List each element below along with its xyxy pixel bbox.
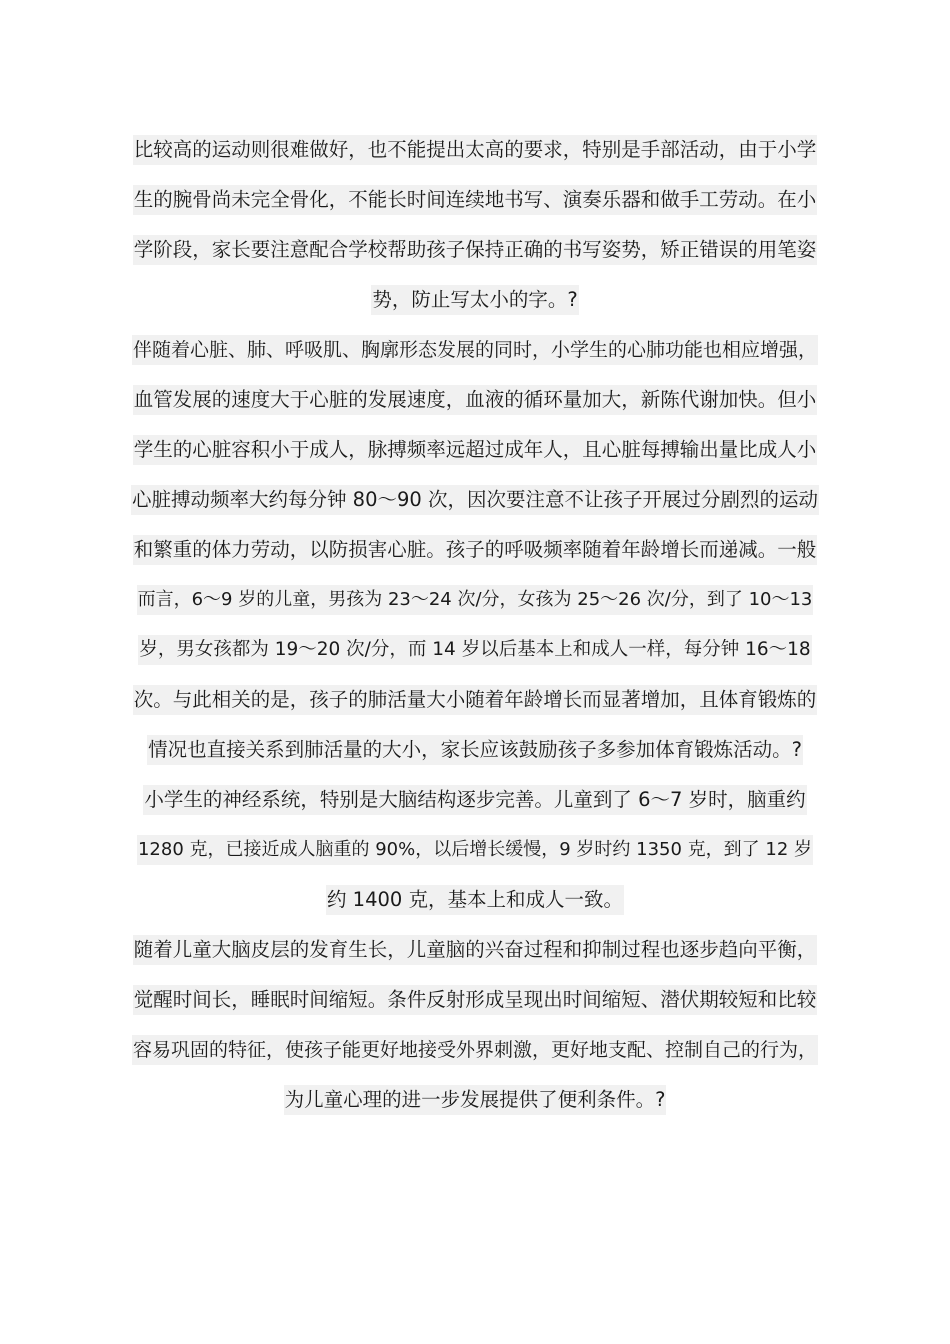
text-line: 和繁重的体力劳动，以防损害心脏。孩子的呼吸频率随着年龄增长而递减。一般	[0, 525, 950, 575]
text-line: 1280 克，已接近成人脑重的 90%，以后增长缓慢，9 岁时约 1350 克，到了 12 岁	[0, 825, 950, 875]
text-line: 生的腕骨尚未完全骨化，不能长时间连续地书写、演奏乐器和做手工劳动。在小	[0, 175, 950, 225]
text-line: 学阶段，家长要注意配合学校帮助孩子保持正确的书写姿势，矫正错误的用笔姿	[0, 225, 950, 275]
text-line: 小学生的神经系统，特别是大脑结构逐步完善。儿童到了 6～7 岁时，脑重约	[0, 775, 950, 825]
text-line: 血管发展的速度大于心脏的发展速度，血液的循环量加大，新陈代谢加快。但小	[0, 375, 950, 425]
text-line: 岁，男女孩都为 19～20 次/分，而 14 岁以后基本上和成人一样，每分钟 16～18	[0, 625, 950, 675]
text-line: 比较高的运动则很难做好，也不能提出太高的要求，特别是手部活动，由于小学	[0, 125, 950, 175]
text-line: 而言，6～9 岁的儿童，男孩为 23～24 次/分，女孩为 25～26 次/分，到了 10～13	[0, 575, 950, 625]
text-line: 次。与此相关的是，孩子的肺活量大小随着年龄增长而显著增加，且体育锻炼的	[0, 675, 950, 725]
text-line: 随着儿童大脑皮层的发育生长，儿童脑的兴奋过程和抑制过程也逐步趋向平衡，	[0, 925, 950, 975]
text-line: 心脏搏动频率大约每分钟 80～90 次，因次要注意不让孩子开展过分剧烈的运动	[0, 475, 950, 525]
text-line: 势，防止写太小的字。?	[0, 275, 950, 325]
text-line: 情况也直接关系到肺活量的大小，家长应该鼓励孩子多参加体育锻炼活动。?	[0, 725, 950, 775]
text-line: 伴随着心脏、肺、呼吸肌、胸廓形态发展的同时，小学生的心肺功能也相应增强，	[0, 325, 950, 375]
text-line: 容易巩固的特征，使孩子能更好地接受外界刺激，更好地支配、控制自己的行为，	[0, 1025, 950, 1075]
text-line: 学生的心脏容积小于成人，脉搏频率远超过成年人，且心脏每搏输出量比成人小	[0, 425, 950, 475]
text-line: 为儿童心理的进一步发展提供了便利条件。?	[0, 1075, 950, 1125]
text-line: 约 1400 克，基本上和成人一致。	[0, 875, 950, 925]
text-line: 觉醒时间长，睡眠时间缩短。条件反射形成呈现出时间缩短、潜伏期较短和比较	[0, 975, 950, 1025]
